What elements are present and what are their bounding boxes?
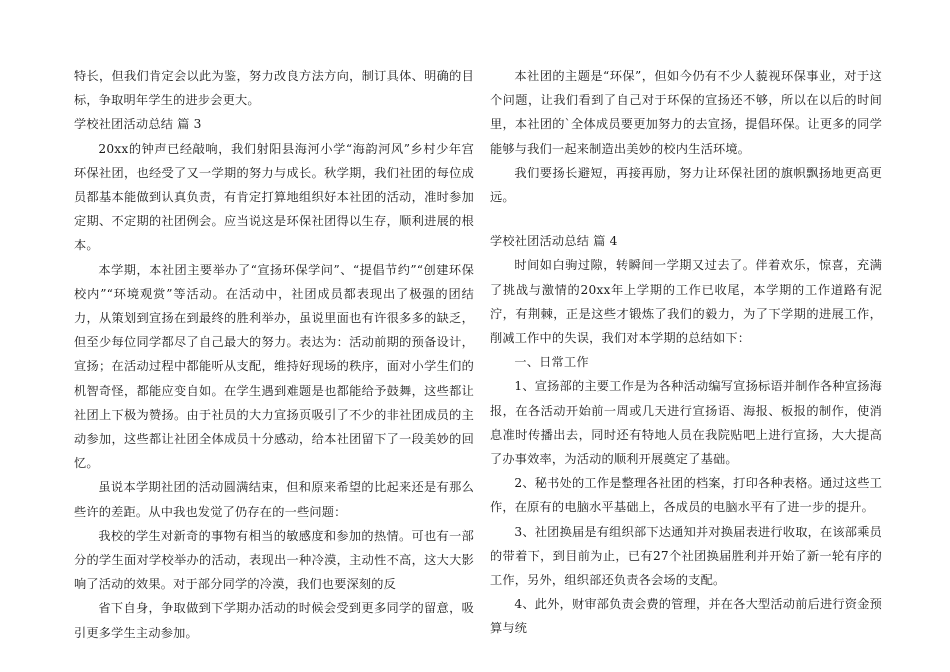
paragraph: 省下自身，争取做到下学期办活动的时候会受到更多同学的留意，吸引更多学生主动参加。: [74, 601, 474, 640]
section-heading-4: 学校社团活动总结 篇 4: [490, 234, 618, 249]
list-heading: 一、日常工作: [514, 355, 589, 370]
paragraph: 本社团的主题是“环保”，但如今仍有不少人藐视环保事业，对于这个问题，让我们看到了自己对于环保的宣扬还不够，所以在以后的时间里，本社团的`全体成员要更加努力的去宣扬，提倡环保。让更多的同学能够与我们一起来制造出美妙的校内生活环境。: [490, 69, 882, 156]
paragraph: 20xx的钟声已经敲响，我们射阳县海河小学“海韵河风”乡村少年宫环保社团，也经受了又一学期的努力与成长。秋学期，我们社团的每位成员都基本能做到认真负责，有肯定打算地组织好本社团的活动，准时参加定期、不定期的社团例会。应当说这是环保社团得以生存，顺利进展的根本。: [74, 141, 474, 253]
right-column: [490, 64, 882, 641]
left-column: [74, 64, 474, 645]
paragraph: 本学期，本社团主要举办了“宣扬环保学问”、“提倡节约”“创建环保校内”“环境观赏”等活动。在活动中，社团成员都表现出了极强的团结力，从策划到宣扬在到最终的胜利举办，虽说里面也有许很多多的缺乏，但至少每位同学都尽了自己最大的努力。表达为：活动前期的预备设计，宣扬；在活动过程中都能听从支配，维持好现场的秩序，面对小学生们的机智奇怪，都能应变自如。在学生遇到难题是也都能给予鼓舞，这些都让社团上下极为赞扬。由于社员的大力宣扬页吸引了不少的非社团成员的主动参加，这些都让社团全体成员十分感动，给本社团留下了一段美妙的回忆。: [74, 262, 474, 471]
paragraph: 虽说本学期社团的活动圆满结束，但和原来希望的比起来还是有那么些许的差距。从中我也发觉了仍存在的一些问题：: [74, 480, 474, 519]
list-item: 4、此外，财审部负责会费的管理，并在各大型活动前后进行资金预算与统: [490, 597, 882, 636]
paragraph: 时间如白驹过隙，转瞬间一学期又过去了。伴着欢乐，惊喜，充满了挑战与激情的20xx年上学期的工作已收尾，本学期的工作道路有泥泞，有荆棘，正是这些才锻炼了我们的毅力，为了下学期的进展工作，削减工作中的失误，我们对本学期的总结如下：: [490, 258, 882, 346]
paragraph-continuation: 特长，但我们肯定会以此为鉴，努力改良方法方向，制订具体、明确的目标，争取明年学生的进步会更大。: [74, 69, 474, 108]
paragraph: 我们要扬长避短，再接再励，努力让环保社团的旗帜飘扬地更高更远。: [490, 165, 882, 205]
section-heading-3: 学校社团活动总结 篇 3: [74, 117, 202, 132]
list-item: 1、宣扬部的主要工作是为各种活动编写宣扬标语并制作各种宣扬海报，在各活动开始前一周或几天进行宣扬语、海报、板报的制作，使消息准时传播出去，同时还有特地人员在我院贴吧上进行宣扬，大大提高了办事效率，为活动的顺利开展奠定了基础。: [490, 379, 882, 467]
section-spacer: [490, 209, 882, 229]
list-item: 2、秘书处的工作是整理各社团的档案，打印各种表格。通过这些工作，在原有的电脑水平基础上，各成员的电脑水平有了进一步的提升。: [490, 476, 882, 515]
paragraph: 我校的学生对新奇的事物有相当的敏感度和参加的热情。可也有一部分的学生面对学校举办的活动，表现出一种冷漠，主动性不高，这大大影响了活动的效果。对于部分同学的冷漠，我们也要深刻的反: [74, 528, 474, 592]
list-item: 3、社团换届是有组织部下达通知并对换届表进行收取，在该部乘员的带着下，到目前为止，已有27个社团换届胜利并开始了新一轮有序的工作，另外，组织部还负责各会场的支配。: [490, 524, 882, 588]
